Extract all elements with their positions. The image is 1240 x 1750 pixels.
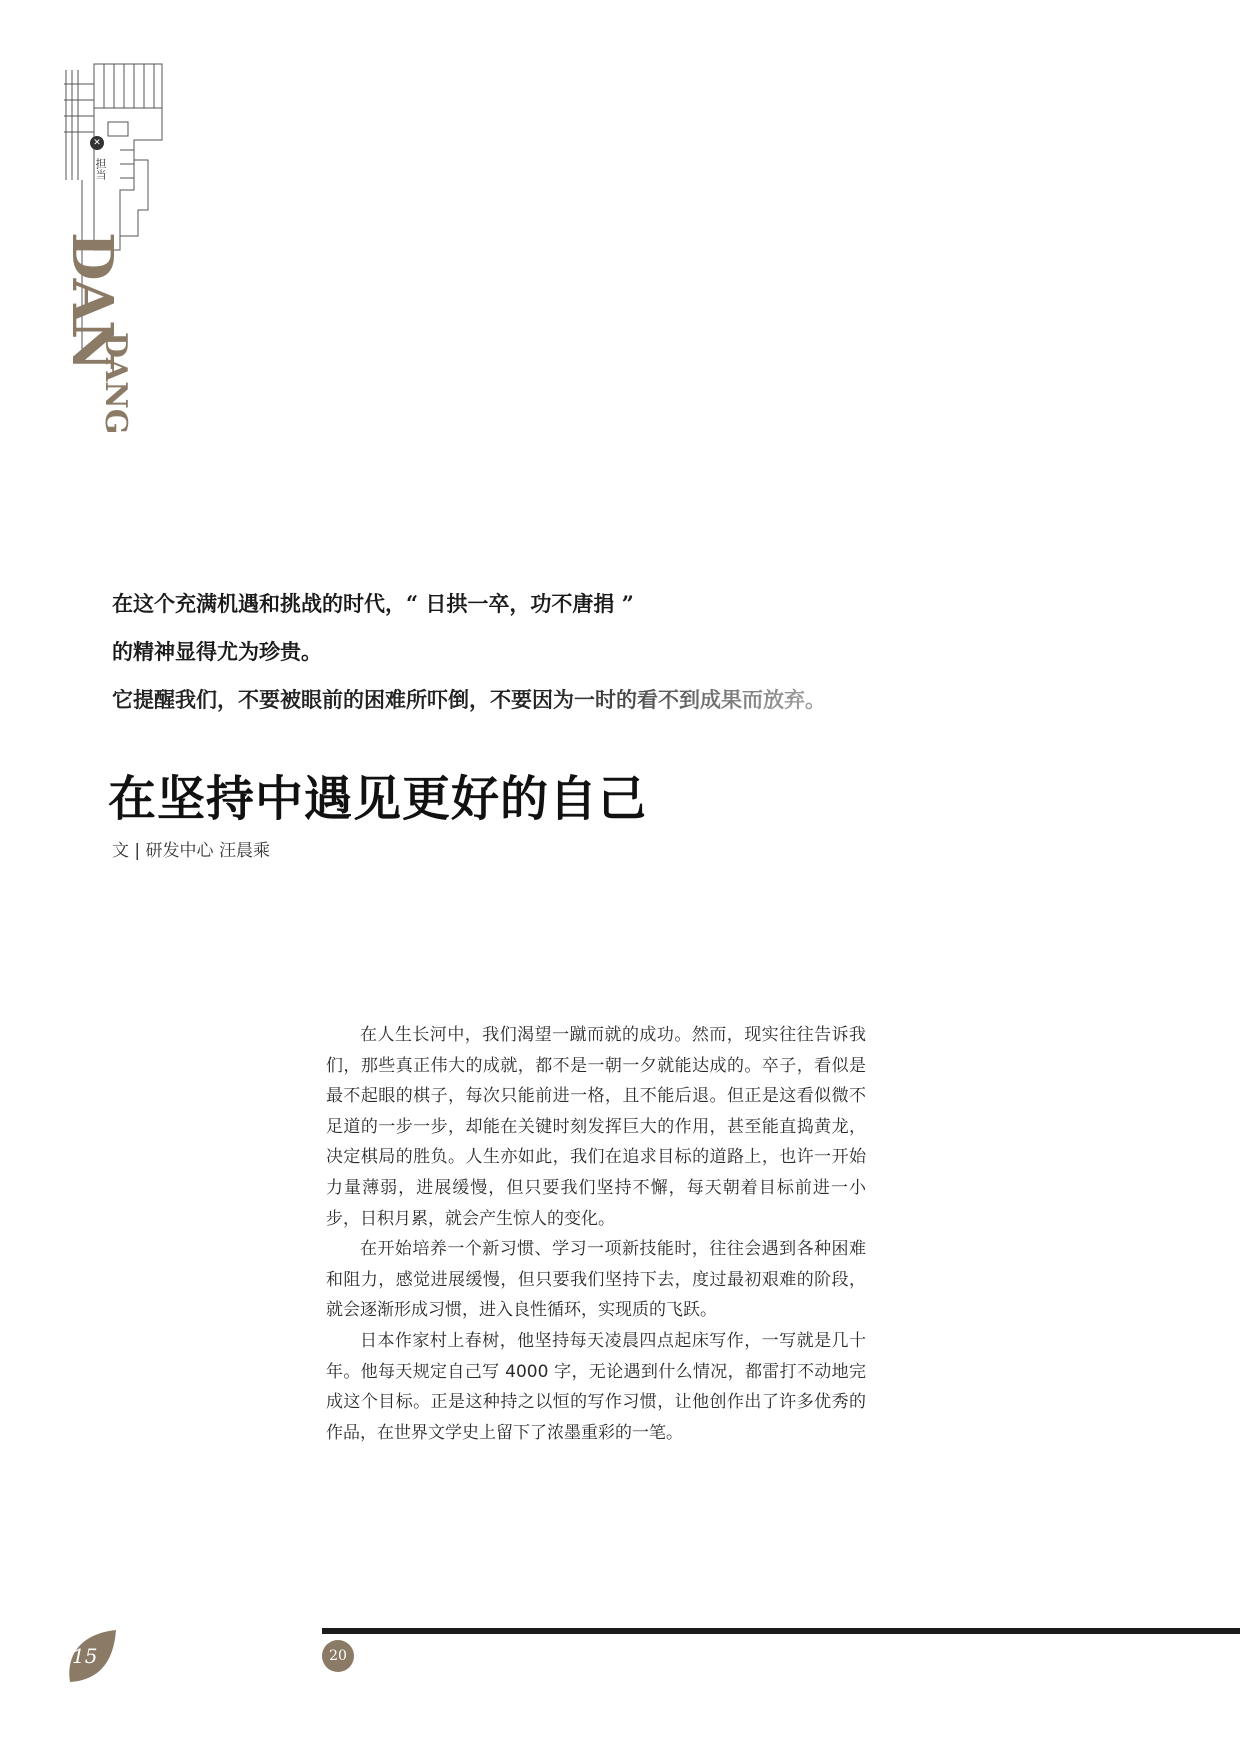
intro-line: 的精神显得尤为珍贵。 xyxy=(112,639,322,664)
footer-rule xyxy=(322,1628,1240,1634)
issue-badge: 20 xyxy=(322,1640,354,1672)
intro-line-faded: 它提醒我们，不要被眼前的困难所吓倒，不要因为一时的看不到成果而放弃。 xyxy=(112,676,972,724)
article-byline: 文 | 研发中心 汪晨乘 xyxy=(112,841,270,861)
article-title: 在坚持中遇见更好的自己 xyxy=(108,771,648,827)
article-body xyxy=(326,1020,866,1448)
monogram-icon: ✕ xyxy=(90,136,104,150)
brand-large: DAN xyxy=(59,232,125,370)
intro-quote xyxy=(112,580,972,724)
page-number: 15 xyxy=(72,1644,98,1668)
body-paragraph: 在开始培养一个新习惯、学习一项新技能时，往往会遇到各种困难和阻力，感觉进展缓慢，但只要我们坚持下去，度过最初艰难的阶段，就会逐渐形成习惯，进入良性循环，实现质的飞跃。 xyxy=(326,1239,866,1321)
brand-small: DANG xyxy=(98,332,133,435)
body-paragraph: 日本作家村上春树，他坚持每天凌晨四点起床写作，一写就是几十年。他每天规定自己写 4000 字，无论遇到什么情况，都雷打不动地完成这个目标。正是这种持之以恒的写作习惯，让他创作出了许多优秀的作品，在世界文学史上留下了浓墨重彩的一笔。 xyxy=(326,1330,866,1443)
body-paragraph: 在人生长河中，我们渴望一蹴而就的成功。然而，现实往往告诉我们，那些真正伟大的成就，都不是一朝一夕就能达成的。卒子，看似是最不起眼的棋子，每次只能前进一格，且不能后退。但正是这看似微不足道的一步一步，却能在关键时刻发挥巨大的作用，甚至能直捣黄龙，决定棋局的胜负。人生亦如此，我们在追求目标的道路上，也许一开始力量薄弱，进展缓慢，但只要我们坚持不懈，每天朝着目标前进一小步，日积月累，就会产生惊人的变化。 xyxy=(326,1025,866,1229)
section-label: 担当 xyxy=(94,158,107,180)
intro-line: 在这个充满机遇和挑战的时代，“ 日拱一卒，功不唐捐 ” xyxy=(112,591,634,616)
